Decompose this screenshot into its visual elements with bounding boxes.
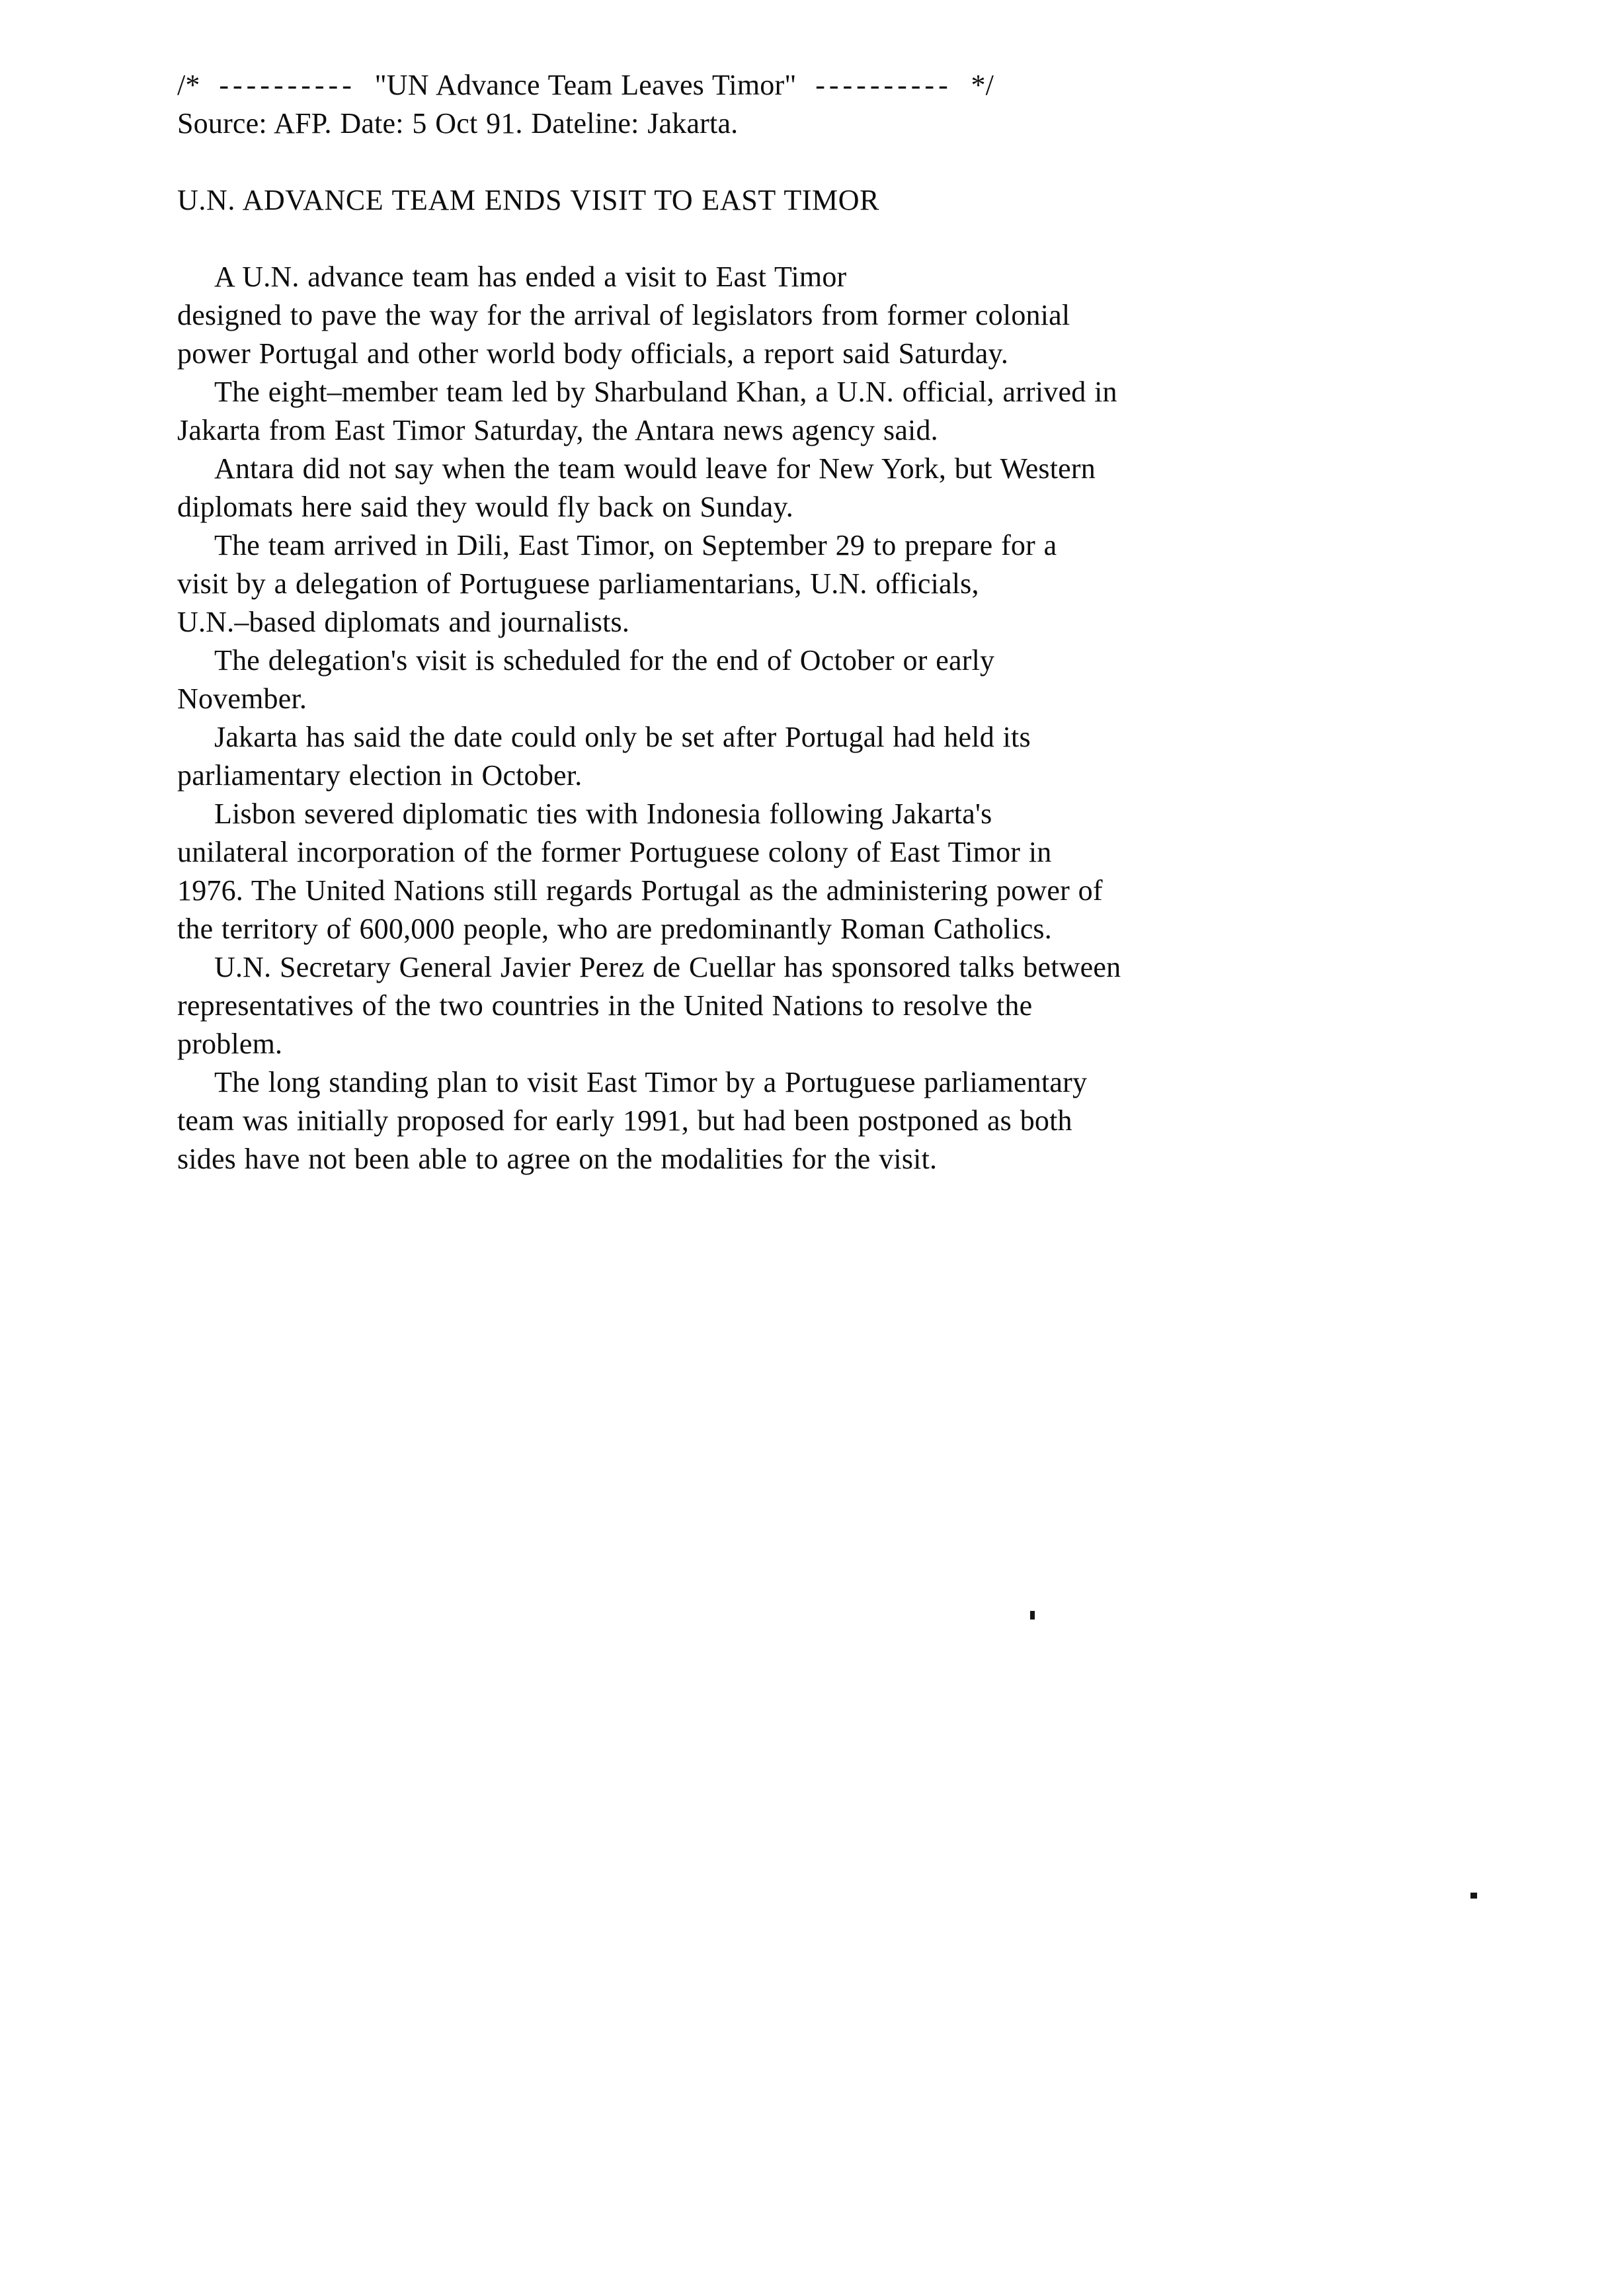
body-line: Lisbon severed diplomatic ties with Indonesia following Jakarta's <box>214 798 992 830</box>
paragraph <box>177 948 1341 1063</box>
blank-line <box>177 220 1341 258</box>
paragraph <box>177 718 1341 795</box>
body-line: The long standing plan to visit East Timor by a Portuguese parliamentary <box>214 1066 1088 1098</box>
paragraph <box>177 1063 1341 1178</box>
scan-speck <box>1030 1611 1035 1620</box>
body-line: U.N. Secretary General Javier Perez de Cuellar has sponsored talks between <box>214 951 1121 983</box>
comment-header-line <box>177 66 1341 104</box>
body-line: U.N.–based diplomats and journalists. <box>177 606 630 638</box>
body-line: The eight–member team led by Sharbuland Khan, a U.N. official, arrived in <box>214 376 1117 408</box>
paragraph <box>177 795 1341 948</box>
comment-dashes-right: ---------- <box>815 69 952 101</box>
body-line: unilateral incorporation of the former Portuguese colony of East Timor in <box>177 836 1052 868</box>
body-line: Antara did not say when the team would leave for New York, but Western <box>214 452 1096 485</box>
body-line: sides have not been able to agree on the modalities for the visit. <box>177 1143 938 1175</box>
comment-open-delimiter: /* <box>177 69 200 101</box>
body-line: team was initially proposed for early 1991, but had been postponed as both <box>177 1104 1072 1137</box>
body-line: November. <box>177 682 307 715</box>
scan-speck <box>1470 1893 1477 1899</box>
paragraph <box>177 450 1341 526</box>
comment-dashes-left: ---------- <box>219 69 356 101</box>
blank-line <box>177 143 1341 181</box>
body-line: Jakarta has said the date could only be set after Portugal had held its <box>214 721 1031 753</box>
body-line: visit by a delegation of Portuguese parliamentarians, U.N. officials, <box>177 567 979 600</box>
body-line: A U.N. advance team has ended a visit to East Timor <box>214 261 847 293</box>
body-line: The team arrived in Dili, East Timor, on September 29 to prepare for a <box>214 529 1057 561</box>
paragraph <box>177 526 1341 641</box>
article-body <box>177 258 1341 1178</box>
comment-quoted-title: "UN Advance Team Leaves Timor" <box>374 69 797 101</box>
body-line: 1976. The United Nations still regards Portugal as the administering power of <box>177 874 1103 907</box>
paragraph <box>177 373 1341 450</box>
body-line: Jakarta from East Timor Saturday, the Antara news agency said. <box>177 414 938 446</box>
comment-close-delimiter: */ <box>971 69 994 101</box>
body-line: the territory of 600,000 people, who are predominantly Roman Catholics. <box>177 913 1052 945</box>
body-line: parliamentary election in October. <box>177 759 583 792</box>
body-line: The delegation's visit is scheduled for the end of October or early <box>214 644 995 676</box>
body-line: problem. <box>177 1028 283 1060</box>
headline: U.N. ADVANCE TEAM ENDS VISIT TO EAST TIMOR <box>177 184 880 216</box>
body-line: designed to pave the way for the arrival of legislators from former colonial <box>177 299 1070 331</box>
body-line: diplomats here said they would fly back on Sunday. <box>177 491 793 523</box>
body-line: representatives of the two countries in the United Nations to resolve the <box>177 989 1033 1022</box>
paragraph <box>177 258 1341 373</box>
body-line: power Portugal and other world body officials, a report said Saturday. <box>177 337 1009 370</box>
source-dateline: Source: AFP. Date: 5 Oct 91. Dateline: Jakarta. <box>177 107 739 140</box>
article-content <box>177 66 1341 1178</box>
paragraph <box>177 641 1341 718</box>
